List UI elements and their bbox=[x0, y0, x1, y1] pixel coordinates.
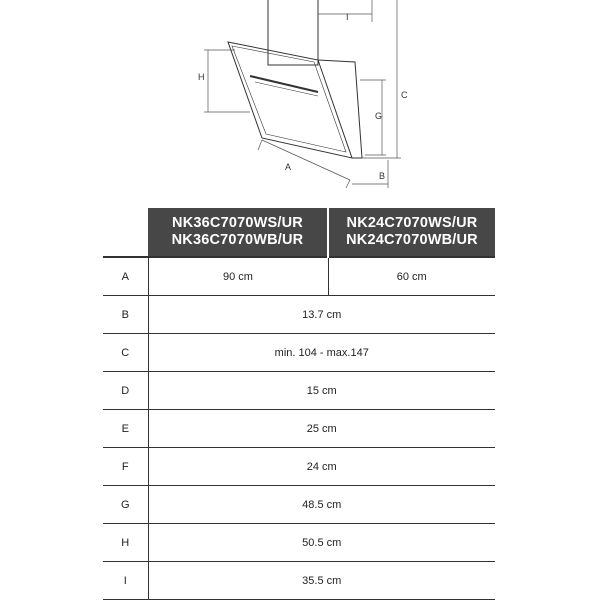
row-label: H bbox=[103, 524, 148, 562]
table-row bbox=[103, 372, 495, 410]
hood-dimension-diagram bbox=[0, 0, 600, 200]
row-label: B bbox=[103, 296, 148, 334]
header-blank-cell bbox=[103, 208, 148, 257]
glass-panel bbox=[228, 42, 352, 158]
table-row bbox=[103, 296, 495, 334]
model-name: NK36C7070WB/UR bbox=[171, 232, 304, 248]
dim-label-g: G bbox=[375, 111, 383, 121]
row-label: A bbox=[103, 257, 148, 296]
table-row bbox=[103, 448, 495, 486]
row-value: 24 cm bbox=[148, 448, 495, 486]
table-row bbox=[103, 334, 495, 372]
row-label: F bbox=[103, 448, 148, 486]
row-label: G bbox=[103, 486, 148, 524]
row-value: min. 104 - max.147 bbox=[148, 334, 495, 372]
row-value-36: 90 cm bbox=[148, 257, 328, 296]
row-value: 13.7 cm bbox=[148, 296, 495, 334]
dim-label-b: B bbox=[379, 171, 386, 181]
row-value: 48.5 cm bbox=[148, 486, 495, 524]
dim-label-h: H bbox=[198, 72, 205, 82]
row-value: 50.5 cm bbox=[148, 524, 495, 562]
dimensions-table bbox=[103, 208, 495, 600]
table-row bbox=[103, 486, 495, 524]
table-row bbox=[103, 562, 495, 600]
model-name: NK36C7070WS/UR bbox=[172, 215, 303, 231]
row-label: I bbox=[103, 562, 148, 600]
table-row bbox=[103, 257, 495, 296]
table-row bbox=[103, 524, 495, 562]
row-label: E bbox=[103, 410, 148, 448]
model-header-36 bbox=[148, 208, 328, 257]
row-value-24: 60 cm bbox=[328, 257, 495, 296]
model-name: NK24C7070WB/UR bbox=[346, 232, 478, 248]
dim-label-a: A bbox=[285, 162, 292, 172]
model-header-24 bbox=[328, 208, 495, 257]
table-row bbox=[103, 410, 495, 448]
dim-label-i: I bbox=[346, 12, 349, 22]
model-name: NK24C7070WS/UR bbox=[346, 215, 478, 231]
row-value: 35.5 cm bbox=[148, 562, 495, 600]
dim-label-c: C bbox=[401, 90, 408, 100]
row-label: D bbox=[103, 372, 148, 410]
row-value: 15 cm bbox=[148, 372, 495, 410]
table-header-row bbox=[103, 208, 495, 257]
row-label: C bbox=[103, 334, 148, 372]
hood-side bbox=[318, 60, 362, 158]
row-value: 25 cm bbox=[148, 410, 495, 448]
